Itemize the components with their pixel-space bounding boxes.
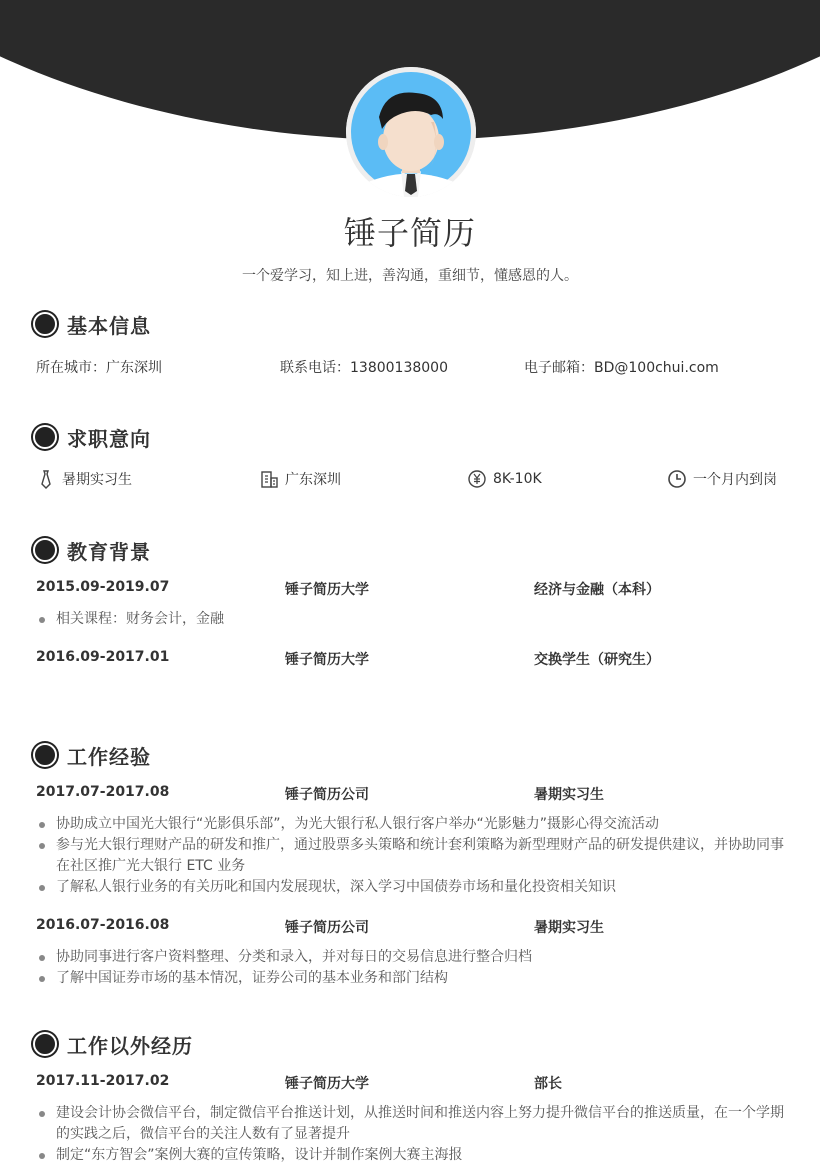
intent-position [36,468,132,490]
education-major: 经济与金融（本科） [534,582,660,598]
work-role: 暑期实习生 [534,920,604,936]
section-title: 工作经验 [67,744,151,769]
basic-email: 电子邮箱：BD@100chui.com [524,360,719,376]
list-item: 协助同事进行客户资料整理、分类和录入，并对每日的交易信息进行整合归档 [36,947,796,968]
education-date: 2015.09-2019.07 [36,579,170,595]
list-item: 了解私人银行业务的有关历叱和国内发展现状，深入学习中国债券市场和量化投资相关知识 [36,877,796,898]
work-date: 2017.07-2017.08 [36,784,170,800]
intent-city-label: 广东深圳 [285,472,341,488]
section-bullet-icon [33,425,57,449]
avatar [346,67,476,197]
other-entry [0,1073,820,1095]
education-school: 锤子简历大学 [285,582,369,598]
basic-info-row [0,357,820,379]
other-details [36,1103,796,1166]
work-details [36,947,796,989]
education-entry [0,579,820,601]
work-company: 锤子简历公司 [285,920,369,936]
list-item: 参与光大银行理财产品的研发和推广，通过股票多头策略和统计套利策略为新型理财产品的研发提供建议，并协助同事在社区推广光大银行 ETC 业务 [36,835,796,877]
education-details [36,609,796,630]
section-bullet-icon [33,1032,57,1056]
section-education [33,536,151,564]
list-item: 了解中国证券市场的基本情况，证券公司的基本业务和部门结构 [36,968,796,989]
building-icon [259,469,279,489]
avatar-illustration [346,67,476,197]
section-work-experience [33,741,151,769]
list-item: 制定“东方智会”案例大赛的宣传策略，设计并制作案例大赛主海报 [36,1145,796,1166]
work-entry [0,917,820,939]
work-entry [0,784,820,806]
education-major: 交换学生（研究生） [534,652,660,668]
tie-icon [36,469,56,489]
resume-motto: 一个爱学习，知上进，善沟通，重细节，懂感恩的人。 [242,268,578,284]
other-org: 锤子简历大学 [285,1076,369,1092]
list-item: 相关课程：财务会计，金融 [36,609,796,630]
section-bullet-icon [33,538,57,562]
section-bullet-icon [33,312,57,336]
intent-salary [467,468,542,490]
section-basic-info [33,310,151,338]
section-job-intent [33,423,151,451]
education-date: 2016.09-2017.01 [36,649,170,665]
yen-icon [467,469,487,489]
work-role: 暑期实习生 [534,787,604,803]
basic-city: 所在城市：广东深圳 [36,360,162,376]
other-role: 部长 [534,1076,562,1092]
education-school: 锤子简历大学 [285,652,369,668]
section-title: 基本信息 [67,313,151,338]
education-entry [0,649,820,671]
section-bullet-icon [33,743,57,767]
basic-phone: 联系电话：13800138000 [280,360,448,376]
section-other-experience [33,1030,193,1058]
other-date: 2017.11-2017.02 [36,1073,170,1089]
resume-name: 锤子简历 [343,214,476,252]
section-title: 求职意向 [67,426,151,451]
section-title: 工作以外经历 [67,1033,193,1058]
list-item: 建设会计协会微信平台，制定微信平台推送计划，从推送时间和推送内容上努力提升微信平台的推送质量，在一个学期的实践之后，微信平台的关注人数有了显著提升 [36,1103,796,1145]
section-title: 教育背景 [67,539,151,564]
work-company: 锤子简历公司 [285,787,369,803]
intent-salary-label: 8K-10K [493,471,542,487]
intent-city [259,468,341,490]
intent-availability-label: 一个月内到岗 [693,472,777,488]
list-item: 协助成立中国光大银行“光影俱乐部”，为光大银行私人银行客户举办“光影魅力”摄影心得交流活动 [36,814,796,835]
work-date: 2016.07-2016.08 [36,917,170,933]
intent-position-label: 暑期实习生 [62,472,132,488]
work-details [36,814,796,898]
intent-availability [667,468,777,490]
clock-icon [667,469,687,489]
